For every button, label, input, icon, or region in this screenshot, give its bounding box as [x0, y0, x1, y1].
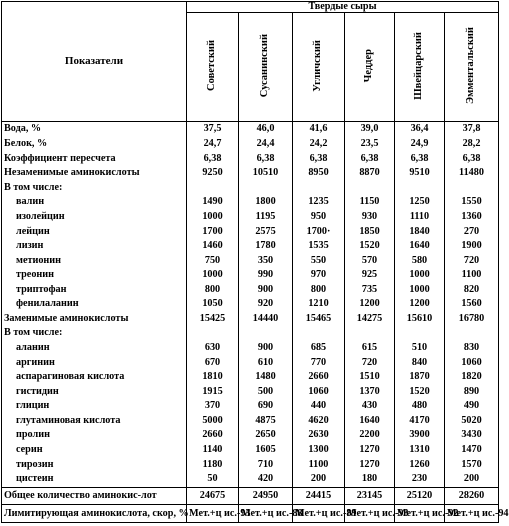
cell-value: 710	[239, 457, 293, 472]
cell-value: 440	[293, 399, 345, 414]
row-label: В том числе:	[2, 181, 187, 196]
cell-value: 720	[445, 253, 499, 268]
cell-value: 770	[293, 355, 345, 370]
cell-value: 36,4	[395, 122, 445, 137]
cell-value: 1370	[345, 385, 395, 400]
cell-value: 1550	[445, 195, 499, 210]
cell-value: 890	[445, 385, 499, 400]
row-label: Общее количество аминокис-лот	[2, 487, 187, 504]
cell-value: 1480	[239, 370, 293, 385]
cell-value: 630	[187, 341, 239, 356]
cell-value: 1180	[187, 457, 239, 472]
cell-value: 1510	[345, 370, 395, 385]
cell-value: 23,5	[345, 137, 395, 152]
cell-value: 820	[445, 283, 499, 298]
cell-value: 800	[293, 283, 345, 298]
cell-value	[345, 326, 395, 341]
table-row	[2, 253, 499, 268]
row-label: фенилаланин	[2, 297, 187, 312]
cell-value: 990	[239, 268, 293, 283]
table-row	[2, 370, 499, 385]
cell-value: 1870	[395, 370, 445, 385]
cell-value	[187, 181, 239, 196]
cell-value: 1200	[395, 297, 445, 312]
cell-value: 370	[187, 399, 239, 414]
row-label: треонин	[2, 268, 187, 283]
cell-value: 930	[345, 210, 395, 225]
cell-value: 1195	[239, 210, 293, 225]
row-label: Коэффициент пересчета	[2, 152, 187, 167]
cell-value: 1820	[445, 370, 499, 385]
row-label: Вода, %	[2, 122, 187, 137]
table-row	[2, 210, 499, 225]
cell-value: 180	[345, 472, 395, 487]
cell-value: 920	[239, 297, 293, 312]
table-row	[2, 443, 499, 458]
cell-value: 720	[345, 355, 395, 370]
group-header: Твердые сыры	[187, 2, 499, 13]
cell-value: 1490	[187, 195, 239, 210]
cell-value: 1470	[445, 443, 499, 458]
cell-value: 24,2	[293, 137, 345, 152]
cell-value: 670	[187, 355, 239, 370]
cell-value: 4620	[293, 414, 345, 429]
cell-value	[345, 181, 395, 196]
cheese-header: Швейцарский	[395, 13, 445, 122]
table-row	[2, 297, 499, 312]
table-row	[2, 505, 499, 523]
row-label: Лимитирующая аминокислота, скор, %	[2, 505, 187, 523]
cell-value: 580	[395, 253, 445, 268]
cell-value: 840	[395, 355, 445, 370]
cell-value: 1000	[187, 210, 239, 225]
cell-value: 1270	[345, 443, 395, 458]
cell-value: Мет.+ц ис.-89	[293, 505, 345, 523]
cell-value: 15610	[395, 312, 445, 327]
row-label: цистеин	[2, 472, 187, 487]
cell-value: 1100	[445, 268, 499, 283]
row-label: изолейцин	[2, 210, 187, 225]
row-label: аспарагиновая кислота	[2, 370, 187, 385]
cell-value: 46,0	[239, 122, 293, 137]
cell-value: 2660	[293, 370, 345, 385]
table-row	[2, 166, 499, 181]
cell-value: 1310	[395, 443, 445, 458]
cell-value: 6,38	[345, 152, 395, 167]
cell-value: 39,0	[345, 122, 395, 137]
cell-value: Мет.+ц ис.-93	[187, 505, 239, 523]
row-label: аргинин	[2, 355, 187, 370]
table-row	[2, 399, 499, 414]
row-label: лейцин	[2, 224, 187, 239]
table-row	[2, 137, 499, 152]
row-label: Заменимые аминокислоты	[2, 312, 187, 327]
row-label: пролин	[2, 428, 187, 443]
row-label: тирозин	[2, 457, 187, 472]
table-row	[2, 195, 499, 210]
cell-value: 9510	[395, 166, 445, 181]
cheese-header: Советский	[187, 13, 239, 122]
cell-value	[239, 181, 293, 196]
table-row	[2, 385, 499, 400]
cell-value: 5020	[445, 414, 499, 429]
cell-value: 15425	[187, 312, 239, 327]
cell-value: 2650	[239, 428, 293, 443]
cell-value: 2630	[293, 428, 345, 443]
cell-value	[293, 326, 345, 341]
cell-value: 10510	[239, 166, 293, 181]
cell-value: 14275	[345, 312, 395, 327]
cell-value: 1000	[395, 268, 445, 283]
cell-value: 24,7	[187, 137, 239, 152]
cell-value: 4875	[239, 414, 293, 429]
row-label: валин	[2, 195, 187, 210]
cell-value: 1200	[345, 297, 395, 312]
cell-value: 1535	[293, 239, 345, 254]
cell-value: 1640	[345, 414, 395, 429]
cell-value: 1140	[187, 443, 239, 458]
cell-value: 1700	[187, 224, 239, 239]
cell-value: 1640	[395, 239, 445, 254]
cell-value: 1260	[395, 457, 445, 472]
cell-value: 6,38	[239, 152, 293, 167]
cell-value: 1900	[445, 239, 499, 254]
cell-value: 970	[293, 268, 345, 283]
cell-value: 6,38	[293, 152, 345, 167]
cell-value: 11480	[445, 166, 499, 181]
cell-value: Мет.+ц ис.-92	[395, 505, 445, 523]
cell-value: 8870	[345, 166, 395, 181]
cell-value: 1460	[187, 239, 239, 254]
cell-value: 37,5	[187, 122, 239, 137]
cell-value: 1520	[395, 385, 445, 400]
row-label: аланин	[2, 341, 187, 356]
cell-value: 1915	[187, 385, 239, 400]
cell-value: 28,2	[445, 137, 499, 152]
cell-value: 9250	[187, 166, 239, 181]
cell-value: 925	[345, 268, 395, 283]
cell-value: 24675	[187, 487, 239, 504]
cell-value: Мет.+ц ис.-88	[239, 505, 293, 523]
cell-value: 50	[187, 472, 239, 487]
cell-value: 6,38	[395, 152, 445, 167]
cell-value: 3430	[445, 428, 499, 443]
cell-value: 2660	[187, 428, 239, 443]
cell-value: 610	[239, 355, 293, 370]
row-label: метионин	[2, 253, 187, 268]
cell-value: 1300	[293, 443, 345, 458]
cell-value: 1050	[187, 297, 239, 312]
table-row	[2, 239, 499, 254]
row-label: лизин	[2, 239, 187, 254]
cell-value	[445, 326, 499, 341]
row-label: гистидин	[2, 385, 187, 400]
cell-value: 1235	[293, 195, 345, 210]
table-row	[2, 122, 499, 137]
table-row	[2, 472, 499, 487]
cell-value: Мет.+ц ис.-94	[445, 505, 499, 523]
row-label: Белок, %	[2, 137, 187, 152]
amino-acid-table	[1, 1, 509, 523]
cell-value: 1110	[395, 210, 445, 225]
cell-value: 23145	[345, 487, 395, 504]
cell-value: 15465	[293, 312, 345, 327]
cell-value: 28260	[445, 487, 499, 504]
table-row	[2, 355, 499, 370]
cell-value: 1210	[293, 297, 345, 312]
cell-value: 1000	[187, 268, 239, 283]
cell-value: 950	[293, 210, 345, 225]
row-label: В том числе:	[2, 326, 187, 341]
row-label: глицин	[2, 399, 187, 414]
cell-value: 685	[293, 341, 345, 356]
cell-value: 3900	[395, 428, 445, 443]
cell-value	[395, 181, 445, 196]
cell-value: 480	[395, 399, 445, 414]
cell-value: 1060	[445, 355, 499, 370]
cell-value: Мет.+ц ис.-93	[345, 505, 395, 523]
cell-value: 24,4	[239, 137, 293, 152]
cell-value: 4170	[395, 414, 445, 429]
table-row	[2, 268, 499, 283]
cell-value: 570	[345, 253, 395, 268]
table-row	[2, 457, 499, 472]
cell-value: 230	[395, 472, 445, 487]
cell-value: 1250	[395, 195, 445, 210]
row-label: глутаминовая кислота	[2, 414, 187, 429]
cell-value: 1000	[395, 283, 445, 298]
table-body	[2, 122, 509, 523]
cell-value: 615	[345, 341, 395, 356]
cell-value: 430	[345, 399, 395, 414]
cell-value: 735	[345, 283, 395, 298]
cell-value: 1060	[293, 385, 345, 400]
cell-value: 350	[239, 253, 293, 268]
cell-value: 6,38	[445, 152, 499, 167]
cell-value: 14440	[239, 312, 293, 327]
cell-value: 500	[239, 385, 293, 400]
table-row	[2, 341, 499, 356]
table-row	[2, 283, 499, 298]
cell-value: 830	[445, 341, 499, 356]
row-label: триптофан	[2, 283, 187, 298]
cell-value	[187, 326, 239, 341]
cheese-header: Чеддер	[345, 13, 395, 122]
table-row	[2, 312, 499, 327]
cell-value: 1520	[345, 239, 395, 254]
cell-value: 2575	[239, 224, 293, 239]
cheese-header: Угличский	[293, 13, 345, 122]
cell-value: 1810	[187, 370, 239, 385]
table-row	[2, 428, 499, 443]
cell-value: 24415	[293, 487, 345, 504]
table-row	[2, 181, 499, 196]
cell-value: 900	[239, 341, 293, 356]
cell-value: 25120	[395, 487, 445, 504]
cell-value: 750	[187, 253, 239, 268]
cell-value: 420	[239, 472, 293, 487]
cell-value: 490	[445, 399, 499, 414]
cell-value: 37,8	[445, 122, 499, 137]
row-label: серин	[2, 443, 187, 458]
row-label: Незаменимые аминокислоты	[2, 166, 187, 181]
cell-value: 41,6	[293, 122, 345, 137]
cell-value: 5000	[187, 414, 239, 429]
table-row	[2, 326, 499, 341]
cell-value: 1560	[445, 297, 499, 312]
cell-value	[239, 326, 293, 341]
cheese-header: Сусанинский	[239, 13, 293, 122]
cell-value: 550	[293, 253, 345, 268]
cell-value: 1605	[239, 443, 293, 458]
indicators-header: Показатели	[2, 2, 187, 122]
cell-value: 1840	[395, 224, 445, 239]
cell-value: 900	[239, 283, 293, 298]
cell-value: 24950	[239, 487, 293, 504]
cell-value: 16780	[445, 312, 499, 327]
table-row	[2, 487, 499, 504]
cell-value: 2200	[345, 428, 395, 443]
cell-value: 200	[445, 472, 499, 487]
cell-value: 1270	[345, 457, 395, 472]
cell-value: 6,38	[187, 152, 239, 167]
cell-value: 1850	[345, 224, 395, 239]
cell-value	[445, 181, 499, 196]
cell-value: 200	[293, 472, 345, 487]
table-row	[2, 414, 499, 429]
cell-value: 1100	[293, 457, 345, 472]
cell-value	[293, 181, 345, 196]
cell-value	[395, 326, 445, 341]
cell-value: 270	[445, 224, 499, 239]
cell-value: 510	[395, 341, 445, 356]
cell-value: 800	[187, 283, 239, 298]
table-row	[2, 152, 499, 167]
table-row	[2, 224, 499, 239]
cell-value: 8950	[293, 166, 345, 181]
cell-value: 1780	[239, 239, 293, 254]
cell-value: 1150	[345, 195, 395, 210]
cell-value: 1360	[445, 210, 499, 225]
cell-value: 690	[239, 399, 293, 414]
cell-value: 1800	[239, 195, 293, 210]
cell-value: 1570	[445, 457, 499, 472]
cell-value: 24,9	[395, 137, 445, 152]
cell-value: 1700·	[293, 224, 345, 239]
cheese-header: Эмментальский	[445, 13, 499, 122]
